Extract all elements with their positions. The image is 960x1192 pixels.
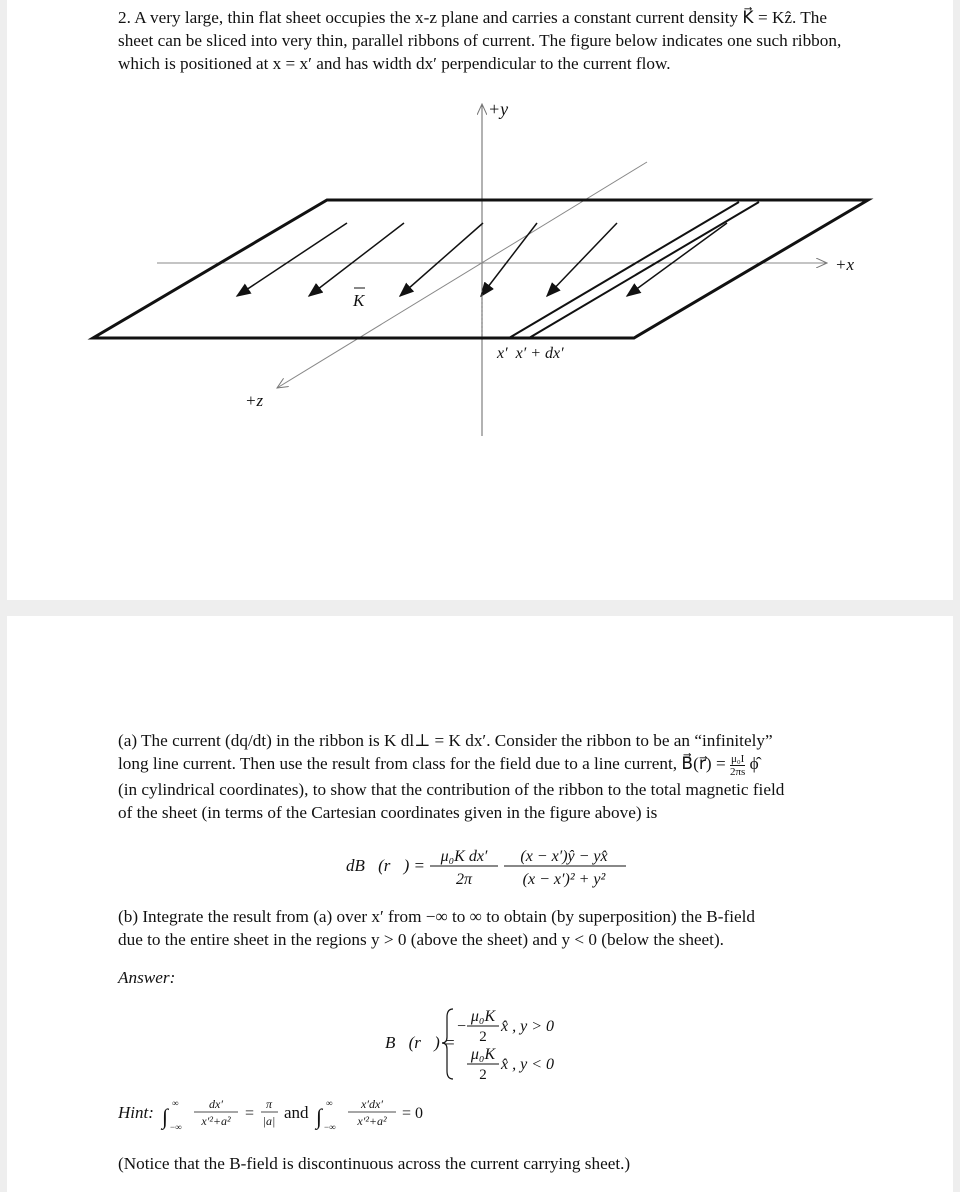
svg-text:∫: ∫ xyxy=(162,1104,169,1129)
svg-text:−∞: −∞ xyxy=(324,1122,336,1132)
svg-text:−: − xyxy=(457,1018,467,1035)
answer-label: Answer: xyxy=(118,968,176,987)
svg-text:(x − x′)² + y²: (x − x′)² + y² xyxy=(522,871,606,888)
svg-text:dB⃗(r⃗) =: dB⃗(r⃗) = xyxy=(346,856,425,875)
svg-text:−∞: −∞ xyxy=(170,1122,182,1132)
label-plus-y: +y xyxy=(488,99,509,119)
part-a-line1: (a) The current (dq/dt) in the ribbon is K dl⊥ = K dx′. Consider the ribbon to be an “infinitely” xyxy=(118,731,773,750)
svg-text:B⃗(r⃗) =: B⃗(r⃗) = xyxy=(385,1033,456,1052)
label-plus-z: +z xyxy=(245,391,264,410)
current-arrow xyxy=(400,223,483,296)
svg-text:= 0: = 0 xyxy=(402,1105,424,1122)
svg-text:|a|: |a| xyxy=(262,1114,276,1128)
svg-text:x′dx′: x′dx′ xyxy=(361,1097,383,1111)
svg-text:∞: ∞ xyxy=(172,1098,179,1108)
svg-text:∫: ∫ xyxy=(316,1104,323,1129)
current-arrow xyxy=(237,223,347,296)
svg-text:2π: 2π xyxy=(455,871,473,888)
svg-text:∞: ∞ xyxy=(326,1098,333,1108)
svg-text:μ₀K: μ₀K xyxy=(470,1008,496,1025)
part-a-text xyxy=(118,729,858,824)
svg-text:and: and xyxy=(284,1103,309,1122)
equation-B xyxy=(385,1001,645,1085)
label-plus-x: +x xyxy=(835,255,855,274)
sheet-figure xyxy=(7,0,953,600)
svg-text:x′²+a²: x′²+a² xyxy=(201,1114,231,1128)
svg-text:μ₀K dx′: μ₀K dx′ xyxy=(440,848,488,865)
z-axis xyxy=(277,162,647,388)
equation-dB xyxy=(346,843,646,889)
current-arrow xyxy=(547,223,617,296)
svg-text:2: 2 xyxy=(479,1029,487,1045)
ribbon xyxy=(509,202,759,338)
part-a-line4: of the sheet (in terms of the Cartesian coordinates given in the figure above) is xyxy=(118,802,658,822)
part-a-line2: long line current. Then use the result from class for the field due to a line current, B⃗(r⃗) = $\frac{\text{μ₀I}}{2\pi s}$ ϕ̂ xyxy=(118,752,759,778)
svg-text:x̂ , y > 0: x̂ , y > 0 xyxy=(501,1018,554,1035)
svg-text:π: π xyxy=(265,1097,273,1111)
svg-text:=: = xyxy=(245,1105,255,1122)
part-b-line2: due to the entire sheet in the regions y > 0 (above the sheet) and y < 0 (below the sheet). xyxy=(118,930,724,949)
current-arrow xyxy=(309,223,404,296)
svg-text:2: 2 xyxy=(479,1067,487,1083)
svg-text:Hint:: Hint: xyxy=(118,1103,154,1122)
svg-text:μ₀K: μ₀K xyxy=(470,1046,496,1063)
part-b-line1: (b) Integrate the result from (a) over x′ from −∞ to ∞ to obtain (by superposition) the B-field xyxy=(118,907,755,926)
page-one xyxy=(7,0,953,600)
svg-text:dx′: dx′ xyxy=(209,1097,223,1111)
svg-text:(x − x′)ŷ − yx̂: (x − x′)ŷ − yx̂ xyxy=(520,848,608,865)
page-two xyxy=(7,616,953,1192)
svg-text:x′²+a²: x′²+a² xyxy=(357,1114,387,1128)
svg-text:x̂ , y < 0: x̂ , y < 0 xyxy=(501,1056,554,1073)
label-current-density: K xyxy=(353,291,365,310)
current-arrow xyxy=(481,223,537,296)
current-sheet xyxy=(93,200,868,338)
notice-text: (Notice that the B-field is discontinuous across the current carrying sheet.) xyxy=(118,1154,631,1173)
label-ribbon-position: x′ x′ + dx′ xyxy=(497,345,564,362)
hint-line xyxy=(118,1094,478,1134)
problem-intro: 2. A very large, thin flat sheet occupies the x-z plane and carries a constant current density K⃗ = Kẑ. The sheet can be sliced into very thin, parallel ribbons of current. The figure below indicates one such ribbon, which is positioned at x = x′ and has width dx′ perpendicular to the current flow. xyxy=(118,8,842,73)
part-b-text xyxy=(118,905,858,951)
part-a-line3: (in cylindrical coordinates), to show that the contribution of the ribbon to the total magnetic field xyxy=(118,779,785,799)
